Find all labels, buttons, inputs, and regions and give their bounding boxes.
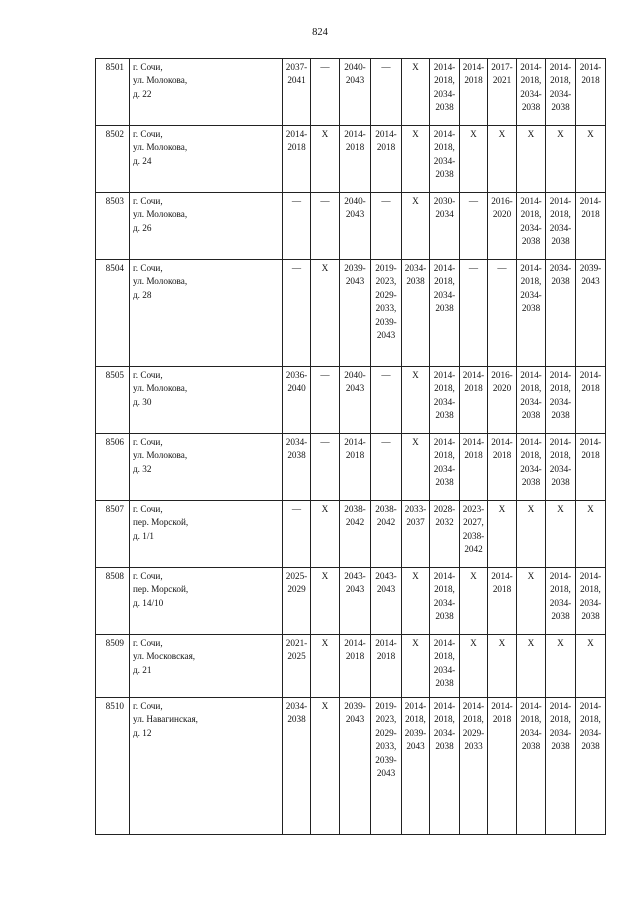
table-row <box>96 698 606 835</box>
period-cell: — <box>371 367 402 434</box>
period-cell: X <box>460 635 488 698</box>
period-cell: 2014- 2018 <box>371 126 402 193</box>
period-cell: 2014- 2018, 2034- 2038 <box>546 367 576 434</box>
address-cell: г. Сочи, ул. Молокова, д. 32 <box>130 434 283 501</box>
period-cell: 2038- 2042 <box>340 501 371 568</box>
period-cell: 2014- 2018, 2034- 2038 <box>546 193 576 260</box>
table-row <box>96 59 606 126</box>
period-cell: 2017- 2021 <box>488 59 517 126</box>
period-cell: X <box>402 126 430 193</box>
period-cell: X <box>402 193 430 260</box>
period-cell: — <box>311 59 340 126</box>
period-cell: 2014- 2018 <box>340 635 371 698</box>
period-cell: 2014- 2018, 2034- 2038 <box>546 568 576 635</box>
period-cell: X <box>576 126 606 193</box>
period-cell: — <box>283 193 311 260</box>
address-cell: г. Сочи, ул. Навагинская, д. 12 <box>130 698 283 835</box>
period-cell: 2021- 2025 <box>283 635 311 698</box>
row-number: 8501 <box>96 59 130 126</box>
row-number: 8507 <box>96 501 130 568</box>
period-cell: X <box>488 501 517 568</box>
period-cell: 2014- 2018 <box>460 367 488 434</box>
address-cell: г. Сочи, ул. Молокова, д. 22 <box>130 59 283 126</box>
housing-repair-schedule-table <box>95 58 606 835</box>
period-cell: 2014- 2018 <box>283 126 311 193</box>
period-cell: 2019- 2023, 2029- 2033, 2039- 2043 <box>371 698 402 835</box>
address-cell: г. Сочи, ул. Московская, д. 21 <box>130 635 283 698</box>
row-number: 8502 <box>96 126 130 193</box>
period-cell: X <box>311 501 340 568</box>
period-cell: 2014- 2018, 2034- 2038 <box>576 698 606 835</box>
period-cell: 2028- 2032 <box>430 501 460 568</box>
period-cell: 2040- 2043 <box>340 59 371 126</box>
period-cell: 2033- 2037 <box>402 501 430 568</box>
row-number: 8506 <box>96 434 130 501</box>
period-cell: 2014- 2018, 2034- 2038 <box>517 193 546 260</box>
period-cell: 2025- 2029 <box>283 568 311 635</box>
period-cell: X <box>576 501 606 568</box>
period-cell: 2014- 2018, 2034- 2038 <box>517 367 546 434</box>
period-cell: X <box>460 568 488 635</box>
period-cell: X <box>311 635 340 698</box>
period-cell: 2043- 2043 <box>340 568 371 635</box>
row-number: 8504 <box>96 260 130 367</box>
period-cell: X <box>546 501 576 568</box>
period-cell: X <box>488 126 517 193</box>
period-cell: 2014- 2018 <box>340 126 371 193</box>
period-cell: 2039- 2043 <box>340 260 371 367</box>
period-cell: — <box>311 193 340 260</box>
table-row <box>96 260 606 367</box>
period-cell: 2023- 2027, 2038- 2042 <box>460 501 488 568</box>
period-cell: X <box>546 126 576 193</box>
period-cell: 2014- 2018 <box>460 434 488 501</box>
table-row <box>96 434 606 501</box>
period-cell: — <box>371 193 402 260</box>
period-cell: 2014- 2018, 2034- 2038 <box>430 434 460 501</box>
address-cell: г. Сочи, ул. Молокова, д. 24 <box>130 126 283 193</box>
period-cell: 2043- 2043 <box>371 568 402 635</box>
period-cell: 2014- 2018 <box>576 367 606 434</box>
address-cell: г. Сочи, ул. Молокова, д. 28 <box>130 260 283 367</box>
period-cell: 2038- 2042 <box>371 501 402 568</box>
period-cell: 2039- 2043 <box>340 698 371 835</box>
period-cell: 2014- 2018 <box>371 635 402 698</box>
period-cell: X <box>576 635 606 698</box>
period-cell: 2014- 2018, 2034- 2038 <box>430 698 460 835</box>
period-cell: 2014- 2018 <box>576 59 606 126</box>
period-cell: 2016- 2020 <box>488 193 517 260</box>
period-cell: X <box>311 698 340 835</box>
address-cell: г. Сочи, пер. Морской, д. 1/1 <box>130 501 283 568</box>
period-cell: X <box>460 126 488 193</box>
period-cell: 2014- 2018, 2034- 2038 <box>546 698 576 835</box>
period-cell: X <box>311 126 340 193</box>
period-cell: 2034- 2038 <box>402 260 430 367</box>
period-cell: X <box>546 635 576 698</box>
period-cell: 2019- 2023, 2029- 2033, 2039- 2043 <box>371 260 402 367</box>
row-number: 8509 <box>96 635 130 698</box>
table-row <box>96 126 606 193</box>
period-cell: 2014- 2018 <box>576 193 606 260</box>
period-cell: 2014- 2018, 2034- 2038 <box>517 434 546 501</box>
period-cell: — <box>311 367 340 434</box>
period-cell: — <box>460 193 488 260</box>
address-cell: г. Сочи, ул. Молокова, д. 30 <box>130 367 283 434</box>
table-row <box>96 568 606 635</box>
period-cell: 2014- 2018 <box>488 434 517 501</box>
row-number: 8505 <box>96 367 130 434</box>
period-cell: — <box>488 260 517 367</box>
period-cell: — <box>311 434 340 501</box>
period-cell: 2036- 2040 <box>283 367 311 434</box>
period-cell: — <box>371 434 402 501</box>
address-cell: г. Сочи, пер. Морской, д. 14/10 <box>130 568 283 635</box>
period-cell: X <box>311 568 340 635</box>
period-cell: 2016- 2020 <box>488 367 517 434</box>
period-cell: — <box>283 260 311 367</box>
period-cell: 2014- 2018 <box>340 434 371 501</box>
table-body <box>96 59 606 835</box>
period-cell: 2040- 2043 <box>340 193 371 260</box>
period-cell: 2014- 2018 <box>488 698 517 835</box>
period-cell: X <box>311 260 340 367</box>
period-cell: X <box>402 434 430 501</box>
address-cell: г. Сочи, ул. Молокова, д. 26 <box>130 193 283 260</box>
period-cell: X <box>517 568 546 635</box>
period-cell: 2014- 2018, 2034- 2038 <box>546 434 576 501</box>
table-row <box>96 193 606 260</box>
period-cell: 2014- 2018, 2034- 2038 <box>517 698 546 835</box>
period-cell: 2014- 2018, 2034- 2038 <box>430 59 460 126</box>
period-cell: X <box>402 59 430 126</box>
period-cell: — <box>283 501 311 568</box>
period-cell: 2014- 2018, 2034- 2038 <box>517 260 546 367</box>
period-cell: 2014- 2018 <box>488 568 517 635</box>
period-cell: — <box>460 260 488 367</box>
period-cell: 2014- 2018, 2034- 2038 <box>430 367 460 434</box>
period-cell: 2014- 2018 <box>460 59 488 126</box>
period-cell: 2014- 2018, 2029- 2033 <box>460 698 488 835</box>
period-cell: — <box>371 59 402 126</box>
period-cell: 2039- 2043 <box>576 260 606 367</box>
row-number: 8508 <box>96 568 130 635</box>
period-cell: 2014- 2018, 2034- 2038 <box>546 59 576 126</box>
period-cell: 2014- 2018, 2034- 2038 <box>430 126 460 193</box>
period-cell: 2034- 2038 <box>546 260 576 367</box>
period-cell: X <box>517 635 546 698</box>
table-row <box>96 635 606 698</box>
period-cell: 2014- 2018, 2034- 2038 <box>430 568 460 635</box>
table-row <box>96 501 606 568</box>
period-cell: X <box>402 367 430 434</box>
page-number: 824 <box>312 27 328 38</box>
period-cell: X <box>402 635 430 698</box>
period-cell: 2014- 2018 <box>576 434 606 501</box>
period-cell: X <box>488 635 517 698</box>
period-cell: 2014- 2018, 2034- 2038 <box>576 568 606 635</box>
period-cell: 2014- 2018, 2034- 2038 <box>517 59 546 126</box>
table-row <box>96 367 606 434</box>
period-cell: X <box>517 501 546 568</box>
period-cell: 2014- 2018, 2034- 2038 <box>430 260 460 367</box>
period-cell: 2014- 2018, 2039- 2043 <box>402 698 430 835</box>
row-number: 8510 <box>96 698 130 835</box>
period-cell: 2037- 2041 <box>283 59 311 126</box>
period-cell: 2014- 2018, 2034- 2038 <box>430 635 460 698</box>
period-cell: X <box>402 568 430 635</box>
period-cell: X <box>517 126 546 193</box>
period-cell: 2030- 2034 <box>430 193 460 260</box>
period-cell: 2034- 2038 <box>283 434 311 501</box>
period-cell: 2040- 2043 <box>340 367 371 434</box>
period-cell: 2034- 2038 <box>283 698 311 835</box>
row-number: 8503 <box>96 193 130 260</box>
